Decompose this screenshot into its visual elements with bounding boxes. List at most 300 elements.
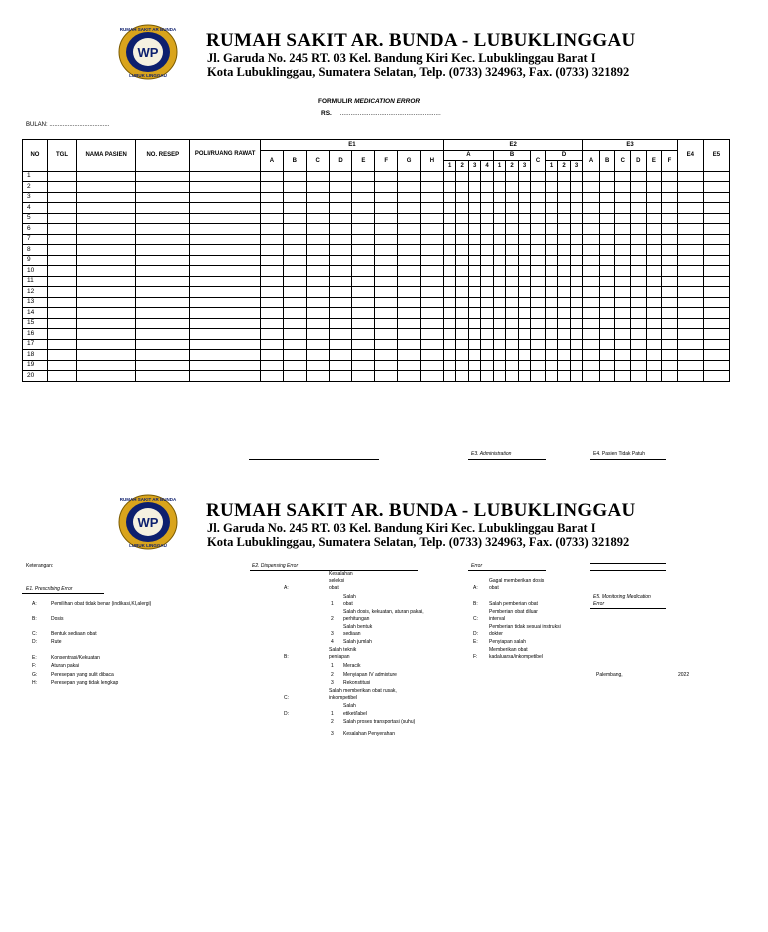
- hospital-logo-2: [118, 492, 178, 552]
- table-cell: [77, 255, 136, 266]
- table-cell: [615, 308, 631, 319]
- e2-line-16: Salah memberikan obat rusak,: [329, 688, 397, 694]
- table-cell: [646, 234, 662, 245]
- table-cell: [329, 276, 352, 287]
- table-cell: [558, 171, 570, 182]
- table-cell: [615, 297, 631, 308]
- table-cell: [703, 276, 729, 287]
- letterhead-top: [118, 24, 658, 84]
- table-cell: [468, 171, 480, 182]
- table-cell: [398, 224, 421, 235]
- table-row: [23, 329, 730, 340]
- table-cell: [468, 234, 480, 245]
- table-cell: [190, 339, 261, 350]
- table-cell: [260, 276, 283, 287]
- e2-num-7: 2: [331, 616, 334, 622]
- table-cell: [77, 308, 136, 319]
- table-cell: [47, 203, 76, 214]
- table-cell: [599, 371, 615, 382]
- table-cell: [677, 350, 703, 361]
- table-cell: [599, 224, 615, 235]
- table-cell: [570, 350, 583, 361]
- year-label: 2022: [678, 672, 690, 678]
- table-cell: [518, 213, 530, 224]
- table-cell: [136, 329, 190, 340]
- table-cell: [518, 245, 530, 256]
- table-cell: [47, 350, 76, 361]
- table-cell: [615, 192, 631, 203]
- table-cell: [468, 287, 480, 298]
- table-cell: [677, 192, 703, 203]
- table-cell: [677, 245, 703, 256]
- table-cell: [518, 255, 530, 266]
- table-row: [23, 255, 730, 266]
- table-cell: [662, 297, 678, 308]
- table-cell: [531, 297, 546, 308]
- table-cell: [443, 234, 455, 245]
- table-row: [23, 350, 730, 361]
- table-cell: [468, 182, 480, 193]
- table-cell: [375, 360, 398, 371]
- table-cell: [646, 308, 662, 319]
- table-cell: [136, 276, 190, 287]
- table-cell: [306, 213, 329, 224]
- table-cell: [456, 276, 468, 287]
- table-cell: [77, 360, 136, 371]
- e2-line-15: Rekonstitusi: [343, 680, 371, 686]
- table-cell: [136, 266, 190, 277]
- table-cell: [421, 245, 444, 256]
- logo-mark: WP: [137, 45, 159, 60]
- table-cell: [506, 182, 518, 193]
- table-cell: [421, 329, 444, 340]
- table-cell: [481, 339, 493, 350]
- table-cell: [329, 224, 352, 235]
- row-number: 13: [23, 297, 48, 308]
- table-cell: [136, 297, 190, 308]
- table-cell: [47, 318, 76, 329]
- table-cell: [570, 182, 583, 193]
- table-cell: [493, 297, 505, 308]
- table-cell: [506, 213, 518, 224]
- e1-val-d: Rute: [51, 639, 62, 645]
- table-cell: [615, 276, 631, 287]
- table-cell: [493, 350, 505, 361]
- table-cell: [646, 171, 662, 182]
- table-cell: [77, 213, 136, 224]
- table-cell: [190, 297, 261, 308]
- e2-line-18: Salah: [343, 703, 356, 709]
- logo-text-bottom: LUBUK LINGGAU: [129, 73, 167, 78]
- table-cell: [615, 287, 631, 298]
- table-cell: [421, 182, 444, 193]
- table-cell: [443, 297, 455, 308]
- e2-line-10: Salah jumlah: [343, 639, 372, 645]
- table-cell: [583, 266, 600, 277]
- table-cell: [615, 213, 631, 224]
- form-title: [318, 98, 420, 105]
- e2-line-4: Salah: [343, 594, 356, 600]
- table-cell: [456, 339, 468, 350]
- table-cell: [375, 255, 398, 266]
- table-cell: [631, 329, 647, 340]
- table-cell: [352, 224, 375, 235]
- rs-dots: ........................................................: [339, 110, 441, 117]
- table-cell: [662, 339, 678, 350]
- table-cell: [631, 287, 647, 298]
- e3-key-a: A:: [473, 585, 478, 591]
- table-cell: [375, 371, 398, 382]
- table-cell: [662, 245, 678, 256]
- table-cell: [190, 276, 261, 287]
- table-cell: [283, 308, 306, 319]
- hospital-address-2: Kota Lubuklinggau, Sumatera Selatan, Telp. (0733) 324963, Fax. (0733) 321892: [207, 65, 630, 79]
- table-cell: [646, 182, 662, 193]
- table-cell: [583, 171, 600, 182]
- table-cell: [615, 255, 631, 266]
- table-cell: [599, 182, 615, 193]
- col-e3-d: D: [631, 150, 647, 171]
- table-cell: [47, 329, 76, 340]
- table-cell: [631, 350, 647, 361]
- table-cell: [443, 213, 455, 224]
- col-e1-d: D: [329, 150, 352, 171]
- table-cell: [646, 287, 662, 298]
- table-cell: [77, 350, 136, 361]
- col-e2-c: C: [531, 150, 546, 171]
- table-cell: [456, 255, 468, 266]
- table-cell: [631, 297, 647, 308]
- table-cell: [468, 339, 480, 350]
- rs-label: RS.: [321, 110, 332, 117]
- table-cell: [662, 329, 678, 340]
- table-row: [23, 308, 730, 319]
- table-cell: [703, 245, 729, 256]
- table-cell: [352, 203, 375, 214]
- e2-line-9: sediaan: [343, 631, 361, 637]
- row-number: 16: [23, 329, 48, 340]
- table-cell: [518, 224, 530, 235]
- table-cell: [398, 339, 421, 350]
- table-cell: [190, 245, 261, 256]
- table-cell: [375, 192, 398, 203]
- table-cell: [190, 203, 261, 214]
- table-cell: [190, 371, 261, 382]
- table-cell: [136, 360, 190, 371]
- table-cell: [615, 266, 631, 277]
- e2-title: E2. Dispensing Error: [252, 563, 299, 569]
- table-cell: [493, 203, 505, 214]
- table-cell: [646, 224, 662, 235]
- table-cell: [456, 213, 468, 224]
- table-cell: [506, 318, 518, 329]
- table-cell: [558, 360, 570, 371]
- table-cell: [481, 213, 493, 224]
- table-cell: [136, 182, 190, 193]
- row-number: 19: [23, 360, 48, 371]
- table-cell: [375, 245, 398, 256]
- table-cell: [662, 224, 678, 235]
- table-cell: [136, 350, 190, 361]
- table-cell: [398, 287, 421, 298]
- table-cell: [545, 192, 557, 203]
- hospital-name-2: RUMAH SAKIT AR. BUNDA - LUBUKLINGGAU: [206, 500, 636, 521]
- table-cell: [190, 234, 261, 245]
- table-cell: [631, 224, 647, 235]
- e2-num-13: 1: [331, 663, 334, 669]
- footer-e4-label: E4. Pasien Tidak Patuh: [593, 451, 645, 457]
- table-cell: [375, 203, 398, 214]
- table-cell: [631, 245, 647, 256]
- table-cell: [306, 329, 329, 340]
- table-cell: [558, 350, 570, 361]
- table-cell: [77, 224, 136, 235]
- table-cell: [506, 360, 518, 371]
- table-cell: [506, 276, 518, 287]
- table-cell: [421, 308, 444, 319]
- e2-num-20: 2: [331, 719, 334, 725]
- row-number: 14: [23, 308, 48, 319]
- e2-num-21: 3: [331, 731, 334, 737]
- table-cell: [599, 329, 615, 340]
- table-cell: [662, 234, 678, 245]
- table-cell: [583, 329, 600, 340]
- table-cell: [518, 234, 530, 245]
- table-cell: [545, 266, 557, 277]
- table-cell: [599, 192, 615, 203]
- table-cell: [599, 245, 615, 256]
- table-row: [23, 297, 730, 308]
- table-cell: [493, 224, 505, 235]
- table-cell: [545, 318, 557, 329]
- col-e2-a-3: 3: [468, 161, 480, 172]
- table-cell: [468, 255, 480, 266]
- table-cell: [703, 350, 729, 361]
- table-cell: [398, 203, 421, 214]
- table-cell: [481, 255, 493, 266]
- row-number: 1: [23, 171, 48, 182]
- table-cell: [329, 287, 352, 298]
- row-number: 4: [23, 203, 48, 214]
- table-row: [23, 266, 730, 277]
- table-cell: [443, 203, 455, 214]
- table-cell: [260, 255, 283, 266]
- table-cell: [662, 371, 678, 382]
- table-cell: [615, 371, 631, 382]
- table-cell: [468, 213, 480, 224]
- e2-line-11: Salah teknik: [329, 647, 357, 653]
- table-cell: [375, 276, 398, 287]
- table-cell: [421, 350, 444, 361]
- table-cell: [531, 171, 546, 182]
- table-cell: [558, 339, 570, 350]
- e3-line-a1: Gagal memberikan dosis: [489, 578, 545, 584]
- e4-top-line: [590, 563, 666, 564]
- table-cell: [456, 182, 468, 193]
- table-cell: [136, 171, 190, 182]
- table-cell: [190, 266, 261, 277]
- col-tgl: TGL: [47, 140, 76, 172]
- table-cell: [190, 308, 261, 319]
- table-cell: [329, 255, 352, 266]
- table-cell: [631, 182, 647, 193]
- table-row: [23, 203, 730, 214]
- table-cell: [518, 329, 530, 340]
- table-cell: [703, 171, 729, 182]
- table-cell: [375, 171, 398, 182]
- table-cell: [352, 318, 375, 329]
- table-cell: [646, 371, 662, 382]
- table-cell: [599, 308, 615, 319]
- table-cell: [47, 182, 76, 193]
- table-cell: [329, 318, 352, 329]
- table-cell: [545, 339, 557, 350]
- keterangan-label: Keterangan:: [26, 563, 54, 569]
- table-cell: [260, 213, 283, 224]
- col-e3-a: A: [583, 150, 600, 171]
- table-cell: [136, 245, 190, 256]
- row-number: 11: [23, 276, 48, 287]
- e1-key-g: G:: [32, 672, 38, 678]
- table-cell: [570, 203, 583, 214]
- table-cell: [631, 255, 647, 266]
- table-cell: [47, 371, 76, 382]
- e1-title-line: [22, 593, 104, 594]
- table-cell: [352, 245, 375, 256]
- table-cell: [677, 276, 703, 287]
- table-cell: [481, 276, 493, 287]
- table-cell: [646, 276, 662, 287]
- table-cell: [677, 234, 703, 245]
- hospital-address-1: Jl. Garuda No. 245 RT. 03 Kel. Bandung Kiri Kec. Lubuklinggau Barat I: [207, 51, 596, 65]
- table-cell: [260, 329, 283, 340]
- table-cell: [443, 245, 455, 256]
- table-cell: [47, 234, 76, 245]
- table-cell: [531, 213, 546, 224]
- table-cell: [329, 339, 352, 350]
- signature-line: [249, 459, 379, 460]
- table-cell: [531, 266, 546, 277]
- table-cell: [260, 339, 283, 350]
- table-cell: [646, 213, 662, 224]
- table-cell: [599, 234, 615, 245]
- table-cell: [493, 255, 505, 266]
- table-cell: [398, 171, 421, 182]
- table-cell: [531, 234, 546, 245]
- table-cell: [481, 203, 493, 214]
- table-cell: [599, 339, 615, 350]
- table-cell: [47, 255, 76, 266]
- e2-line-5: obat: [343, 601, 353, 607]
- table-cell: [506, 255, 518, 266]
- table-cell: [518, 297, 530, 308]
- table-cell: [306, 182, 329, 193]
- table-cell: [558, 308, 570, 319]
- table-cell: [518, 192, 530, 203]
- col-e2-a-1: 1: [443, 161, 455, 172]
- table-cell: [329, 234, 352, 245]
- table-cell: [443, 287, 455, 298]
- table-cell: [283, 329, 306, 340]
- table-cell: [306, 308, 329, 319]
- table-cell: [283, 350, 306, 361]
- table-cell: [352, 371, 375, 382]
- table-cell: [443, 171, 455, 182]
- table-cell: [631, 339, 647, 350]
- table-cell: [583, 318, 600, 329]
- table-cell: [531, 287, 546, 298]
- table-cell: [545, 255, 557, 266]
- table-cell: [583, 339, 600, 350]
- hospital-name: RUMAH SAKIT AR. BUNDA - LUBUKLINGGAU: [206, 30, 636, 51]
- table-cell: [570, 329, 583, 340]
- table-cell: [493, 339, 505, 350]
- table-cell: [493, 171, 505, 182]
- e1-key-c: C:: [32, 631, 37, 637]
- table-cell: [260, 371, 283, 382]
- table-cell: [545, 234, 557, 245]
- col-e1-g: G: [398, 150, 421, 171]
- table-cell: [646, 360, 662, 371]
- table-cell: [421, 297, 444, 308]
- table-cell: [136, 255, 190, 266]
- table-cell: [518, 360, 530, 371]
- table-cell: [703, 329, 729, 340]
- table-cell: [329, 192, 352, 203]
- table-cell: [631, 192, 647, 203]
- table-cell: [398, 318, 421, 329]
- table-cell: [306, 245, 329, 256]
- table-cell: [329, 203, 352, 214]
- table-cell: [375, 297, 398, 308]
- bulan-line: BULAN: ....................................: [26, 122, 110, 128]
- table-cell: [481, 371, 493, 382]
- table-cell: [398, 360, 421, 371]
- table-cell: [545, 213, 557, 224]
- table-cell: [481, 287, 493, 298]
- e2-line-7: perhitungan: [343, 616, 370, 622]
- table-cell: [615, 350, 631, 361]
- table-cell: [583, 360, 600, 371]
- row-number: 5: [23, 213, 48, 224]
- table-cell: [47, 276, 76, 287]
- table-cell: [260, 350, 283, 361]
- table-cell: [329, 297, 352, 308]
- table-cell: [190, 287, 261, 298]
- table-cell: [47, 213, 76, 224]
- table-cell: [703, 360, 729, 371]
- table-cell: [558, 371, 570, 382]
- table-cell: [468, 350, 480, 361]
- e3-key-f: F:: [473, 654, 478, 660]
- letterhead-bottom: [118, 494, 658, 554]
- table-cell: [558, 255, 570, 266]
- table-cell: [662, 213, 678, 224]
- table-cell: [352, 171, 375, 182]
- table-cell: [677, 266, 703, 277]
- table-cell: [283, 245, 306, 256]
- col-e1-f: F: [375, 150, 398, 171]
- table-cell: [398, 192, 421, 203]
- table-cell: [662, 350, 678, 361]
- table-cell: [468, 297, 480, 308]
- col-e2: E2: [443, 140, 582, 151]
- e3-key-e: E:: [473, 639, 478, 645]
- table-cell: [352, 182, 375, 193]
- table-cell: [468, 360, 480, 371]
- e3-line-d0: Pemberian tidak sesuai instruksi: [489, 624, 561, 630]
- table-cell: [570, 318, 583, 329]
